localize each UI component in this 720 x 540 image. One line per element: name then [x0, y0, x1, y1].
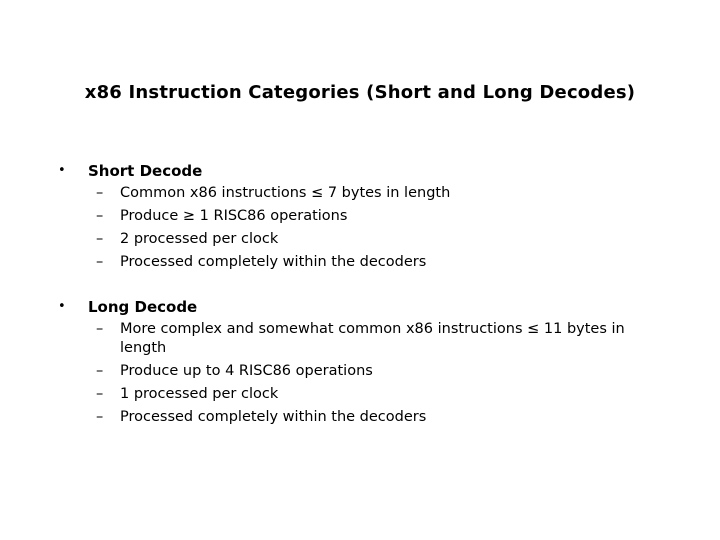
dash-icon: –: [96, 231, 104, 247]
bullet-icon: •: [58, 163, 66, 178]
dash-icon: –: [96, 185, 104, 201]
section-heading-row: [58, 296, 668, 318]
sub-list: [58, 318, 668, 429]
list-item: [58, 182, 668, 205]
list-item: [58, 205, 668, 228]
dash-icon: –: [96, 254, 104, 270]
list-item: [58, 228, 668, 251]
list-item: [58, 360, 668, 383]
section-heading: Short Decode: [88, 162, 203, 180]
list-item-text: 1 processed per clock: [120, 386, 279, 402]
dash-icon: –: [96, 409, 104, 425]
dash-icon: –: [96, 386, 104, 402]
dash-icon: –: [96, 363, 104, 379]
section-heading: Long Decode: [88, 298, 198, 316]
section-heading-row: [58, 160, 668, 182]
dash-icon: –: [96, 208, 104, 224]
sub-list: [58, 182, 668, 274]
list-item: [58, 318, 668, 360]
bullet-icon: •: [58, 299, 66, 314]
list-item: [58, 406, 668, 429]
list-item-text: Processed completely within the decoders: [120, 409, 427, 425]
list-item-text: More complex and somewhat common x86 instructions ≤ 11 bytes in length: [120, 321, 625, 356]
section-short-decode: [58, 160, 668, 274]
dash-icon: –: [96, 321, 104, 337]
list-item: [58, 383, 668, 406]
list-item: [58, 251, 668, 274]
list-item-text: Common x86 instructions ≤ 7 bytes in length: [120, 185, 451, 201]
list-item-text: 2 processed per clock: [120, 231, 279, 247]
list-item-text: Processed completely within the decoders: [120, 254, 427, 270]
section-long-decode: [58, 296, 668, 429]
list-item-text: Produce ≥ 1 RISC86 operations: [120, 208, 348, 224]
slide-title: x86 Instruction Categories (Short and Long Decodes): [84, 82, 636, 103]
list-item-text: Produce up to 4 RISC86 operations: [120, 363, 373, 379]
